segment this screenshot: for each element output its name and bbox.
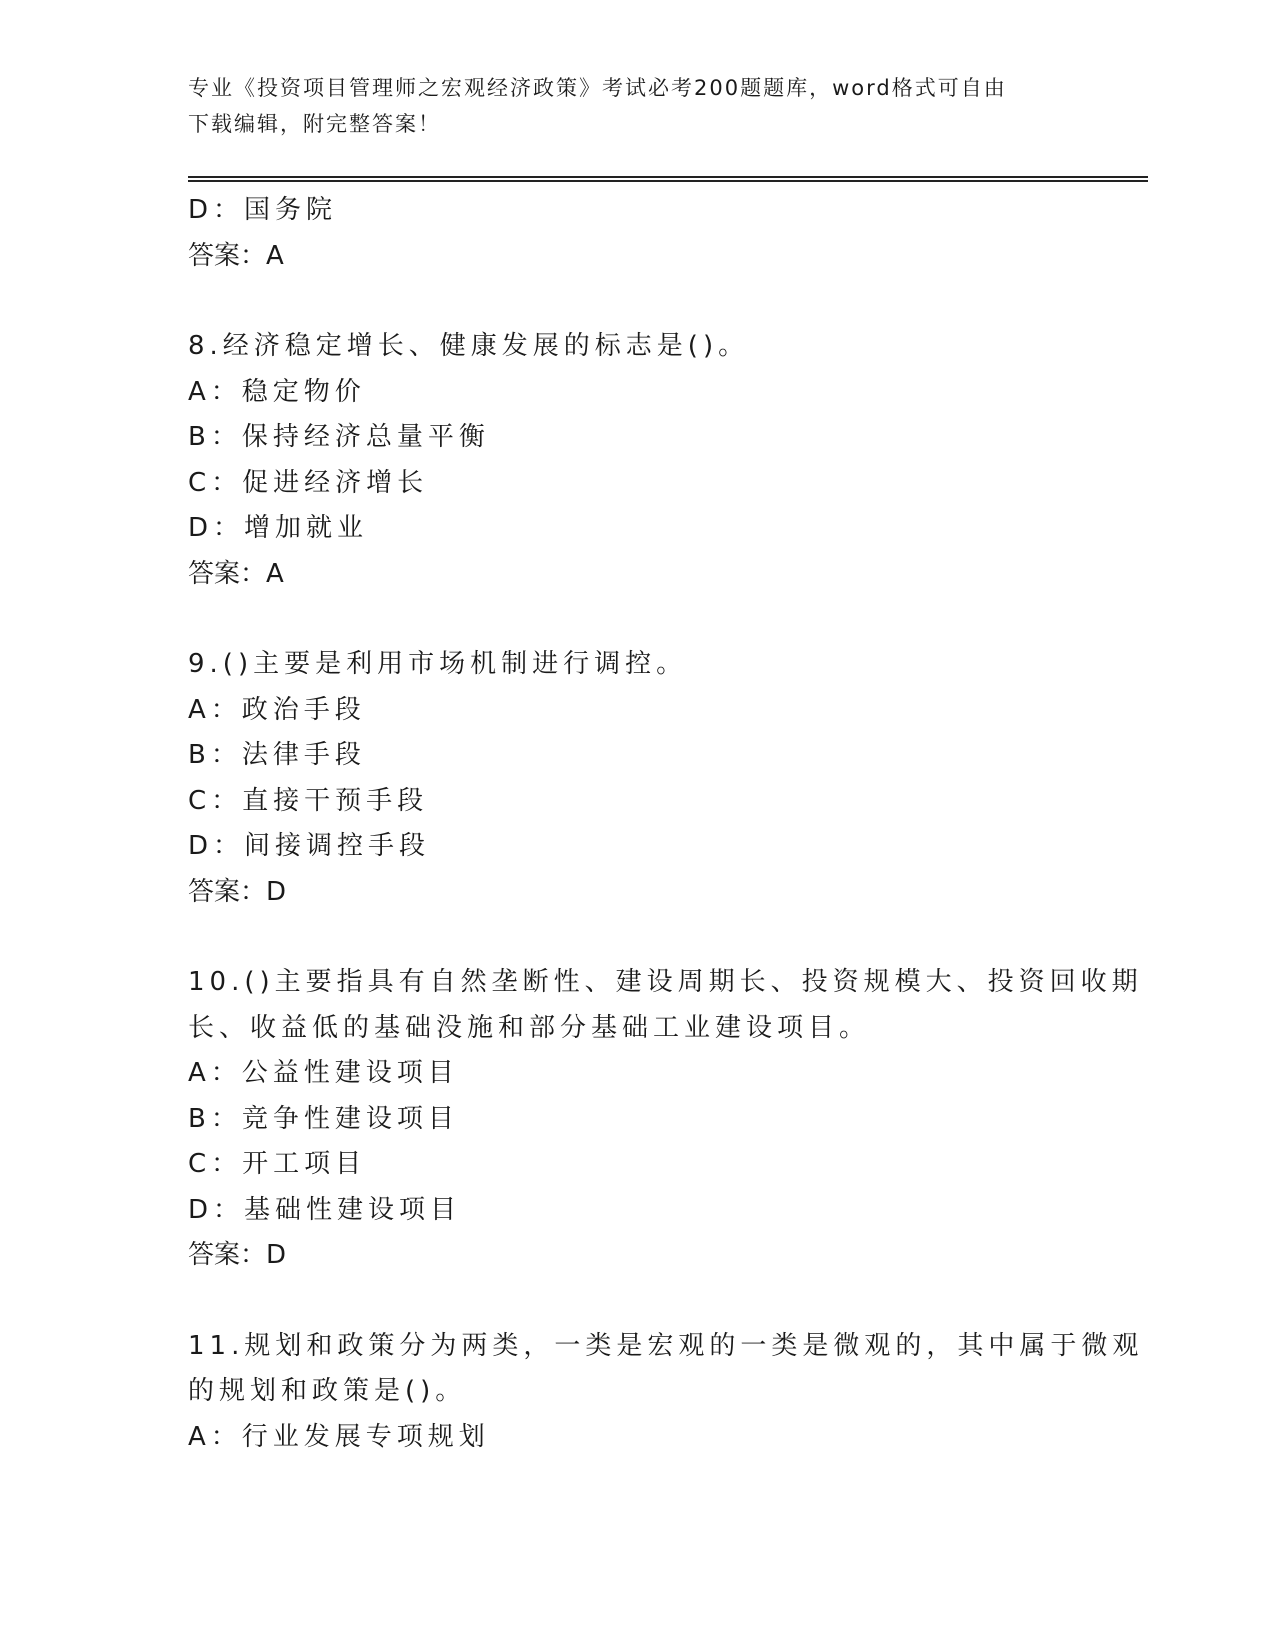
document-header — [188, 70, 1148, 142]
question-9 — [188, 642, 1148, 915]
header-line-1: 专业《投资项目管理师之宏观经济政策》考试必考200题题库，word格式可自由 — [188, 76, 1007, 100]
answer: 答案：A — [188, 558, 284, 589]
question-10 — [188, 960, 1148, 1279]
option-b: B：保持经济总量平衡 — [188, 422, 490, 452]
option-d: D：国务院 — [188, 195, 338, 225]
question-stem-line-2: 长、收益低的基础没施和部分基础工业建设项目。 — [188, 1012, 871, 1043]
option-c: C：直接干预手段 — [188, 785, 429, 816]
document-page — [188, 70, 1148, 1460]
option-a: A：行业发展专项规划 — [188, 1421, 490, 1452]
option-d: D：基础性建设项目 — [188, 1194, 462, 1225]
option-a: A：稳定物价 — [188, 376, 366, 407]
option-b: B：法律手段 — [188, 740, 366, 770]
option-a: A：政治手段 — [188, 694, 366, 725]
option-a: A：公益性建设项目 — [188, 1058, 459, 1088]
question-stem: 9.()主要是利用市场机制进行调控。 — [188, 649, 688, 679]
option-b: B：竞争性建设项目 — [188, 1103, 459, 1134]
answer: 答案：D — [188, 1240, 287, 1270]
option-c: C：开工项目 — [188, 1149, 367, 1179]
question-stem-line-1: 10.()主要指具有自然垄断性、建设周期长、投资规模大、投资回收期 — [188, 967, 1143, 997]
question-stem: 8.经济稳定增长、健康发展的标志是()。 — [188, 331, 750, 361]
question-stem-line-1: 11.规划和政策分为两类，一类是宏观的一类是微观的，其中属于微观 — [188, 1330, 1144, 1361]
question-stem-line-2: 的规划和政策是()。 — [188, 1376, 467, 1406]
answer: 答案：A — [188, 240, 284, 271]
header-divider — [188, 176, 1148, 182]
question-11 — [188, 1324, 1148, 1461]
answer: 答案：D — [188, 876, 287, 907]
option-d: D：间接调控手段 — [188, 831, 431, 861]
option-d: D：增加就业 — [188, 513, 369, 543]
question-8 — [188, 324, 1148, 597]
header-line-2: 下载编辑，附完整答案！ — [188, 112, 441, 136]
option-c: C：促进经济增长 — [188, 467, 429, 498]
question-7-tail — [188, 188, 1148, 279]
